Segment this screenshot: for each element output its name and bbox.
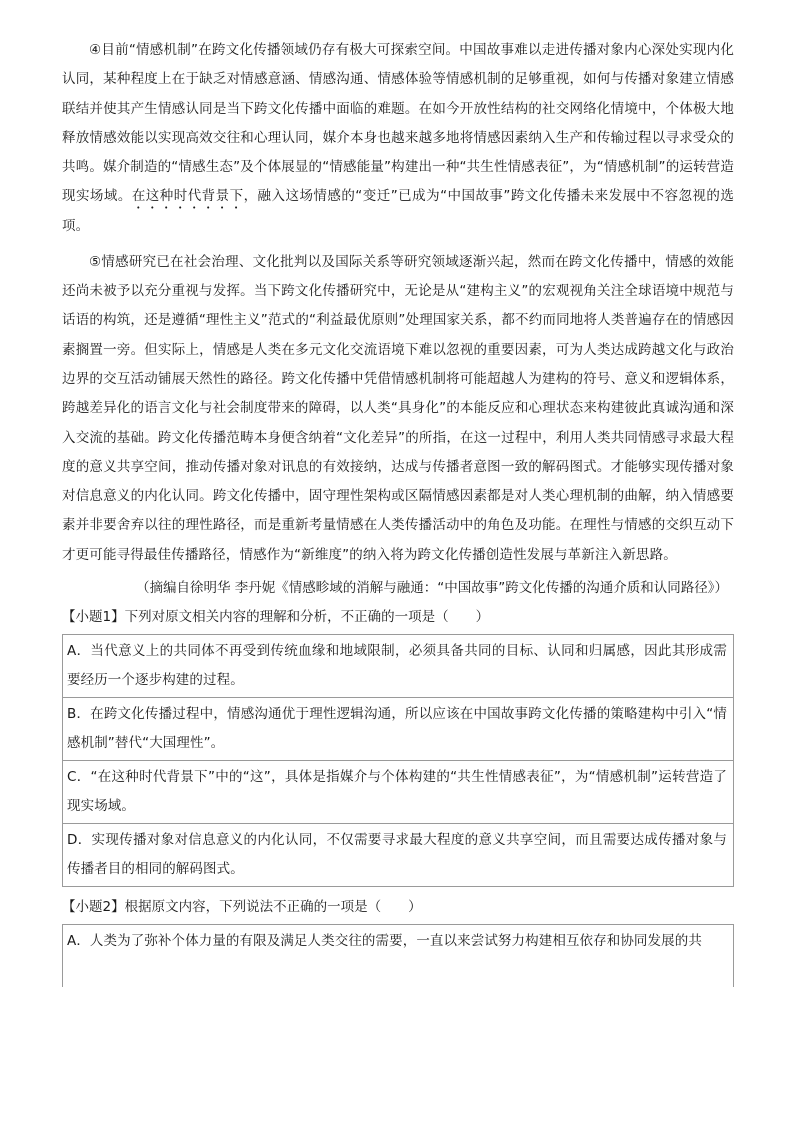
document-page xyxy=(62,36,734,993)
question-1 xyxy=(62,603,734,887)
option-b[interactable]: B．在跨文化传播过程中，情感沟通优于理性逻辑沟通，所以应该在中国故事跨文化传播的策略建构中引入“情感机制”替代“大国理性”。 xyxy=(63,698,733,761)
paragraph-4-text-after: ，融入这场情感的“变迁”已成为“中国故事”跨文化传播未来发展中不容忽视的选项。 xyxy=(62,188,735,235)
paragraph-5: ⑤情感研究已在社会治理、文化批判以及国际关系等研究领域逐渐兴起，然而在跨文化传播中，情感的效能还尚未被予以充分重视与发挥。当下跨文化传播研究中，无论是从“建构主义”的宏观视角关注全球语境中规范与话语的构筑，还是遵循“理性主义”范式的“利益最优原则”处理国家关系，都不约而同地将人类普遍存在的情感因素搁置一旁。但实际上，情感是人类在多元文化交流语境下难以忽视的重要因素，可为人类达成跨越文化与政治边界的交互活动铺展天然性的路径。跨文化传播中凭借情感机制将可能超越人为建构的符号、意义和逻辑体系，跨越差异化的语言文化与社会制度带来的障碍，以人类“具身化”的本能反应和心理状态来构建彼此真诚沟通和深入交流的基础。跨文化传播范畴本身便含纳着“文化差异”的所指，在这一过程中，利用人类共同情感寻求最大程度的意义共享空间，推动传播对象对讯息的有效接纳，达成与传播者意图一致的解码图式。才能够实现传播对象对信息意义的内化认同。跨文化传播中，固守理性架构或区隔情感因素都是对人类心理机制的曲解，纳入情感要素并非要舍弃以往的理性路径，而是重新考量情感在人类传播活动中的角色及功能。在理性与情感的交织互动下才更可能寻得最佳传播路径，情感作为“新维度”的纳入将为跨文化传播创造性发展与革新注入新思路。 xyxy=(62,253,734,563)
option-a[interactable]: A．当代意义上的共同体不再受到传统血缘和地域限制，必须具备共同的目标、认同和归属感，因此其形成需要经历一个逐步构建的过程。 xyxy=(63,635,733,698)
emphasized-phrase: 在这种时代背景下 xyxy=(131,188,244,205)
question-title: 【小题1】下列对原文相关内容的理解和分析，不正确的一项是（ ） xyxy=(62,609,490,626)
options-table xyxy=(62,634,734,887)
question-title: 【小题2】根据原文内容，下列说法不正确的一项是（ ） xyxy=(62,899,422,916)
question-2 xyxy=(62,893,734,987)
option-a[interactable]: A．人类为了弥补个体力量的有限及满足人类交往的需要，一直以来尝试努力构建相互依存和协同发展的共 xyxy=(67,933,702,950)
paragraph-4 xyxy=(62,36,734,242)
option-c[interactable]: C．“在这种时代背景下”中的“这”，具体是指媒介与个体构建的“共生性情感表征”，为“情感机制”运转营造了现实场域。 xyxy=(63,761,733,824)
options-table xyxy=(62,924,734,987)
option-d[interactable]: D．实现传播对象对信息意义的内化认同，不仅需要寻求最大程度的意义共享空间，而且需要达成传播对象与传播者目的相同的解码图式。 xyxy=(67,832,727,878)
paragraph-4-text-before: ④目前“情感机制”在跨文化传播领域仍存有极大可探索空间。中国故事难以走进传播对象内心深处实现内化认同，某种程度上在于缺乏对情感意涵、情感沟通、情感体验等情感机制的足够重视，如何与传播对象建立情感联结并使其产生情感认同是当下跨文化传播中面临的难题。在如今开放性结构的社交网络化情境中，个体极大地释放情感效能以实现高效交往和心理认同，媒介本身也越来越多地将情感因素纳入生产和传输过程以寻求受众的共鸣。媒介制造的“情感生态”及个体展显的“情感能量”构建出一种“共生性情感表征”，为“情感机制”的运转营造现实场域。 xyxy=(62,42,734,205)
source-citation: （摘编自徐明华 李丹妮《情感畛域的消解与融通：“中国故事”跨文化传播的沟通介质和认同路径》） xyxy=(135,580,728,597)
